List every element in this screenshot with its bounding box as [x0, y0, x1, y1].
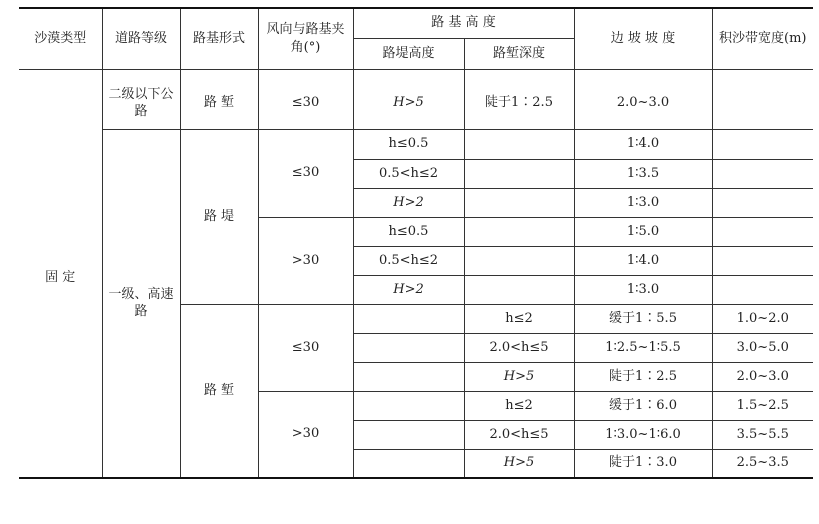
r1-belt — [712, 78, 813, 129]
angle-gt30-b: >30 — [258, 217, 353, 304]
cut-depth-12: H>5 — [464, 449, 574, 478]
embank-height-9 — [353, 362, 464, 391]
r1-embankment: H>5 — [353, 78, 464, 129]
slope-12: 陡于1∶3.0 — [574, 449, 712, 478]
belt-10: 1.5~2.5 — [712, 391, 813, 420]
grade-low: 二级以下公路 — [102, 78, 180, 129]
cut-depth-7: h≤2 — [464, 304, 574, 333]
embank-height-12 — [353, 449, 464, 478]
desert-type-fixed: 固 定 — [19, 78, 102, 478]
embank-height-2: 0.5<h≤2 — [353, 159, 464, 188]
form-cut: 路 堑 — [180, 78, 258, 129]
belt-9: 2.0~3.0 — [712, 362, 813, 391]
embank-height-8 — [353, 333, 464, 362]
angle-le30-b: ≤30 — [258, 129, 353, 217]
slope-9: 陡于1∶2.5 — [574, 362, 712, 391]
header-embankment-height: 路堤高度 — [353, 38, 464, 69]
belt-11: 3.5~5.5 — [712, 420, 813, 449]
slope-8: 1∶2.5~1∶5.5 — [574, 333, 712, 362]
slope-1: 1∶4.0 — [574, 129, 712, 159]
angle-le30-c: ≤30 — [258, 304, 353, 391]
embank-height-5: 0.5<h≤2 — [353, 246, 464, 275]
cut-depth-9: H>5 — [464, 362, 574, 391]
embank-height-1: h≤0.5 — [353, 129, 464, 159]
grade-high: 一级、高速路 — [102, 129, 180, 478]
r1-cutting: 陡于1∶2.5 — [464, 78, 574, 129]
header-wind-angle: 风向与路基夹角(°) — [258, 8, 353, 69]
slope-10: 缓于1∶6.0 — [574, 391, 712, 420]
embank-height-10 — [353, 391, 464, 420]
embank-height-11 — [353, 420, 464, 449]
angle-le30-a: ≤30 — [258, 78, 353, 129]
cut-depth-6 — [464, 275, 574, 304]
header-desert-type: 沙漠类型 — [19, 8, 102, 69]
cut-depth-11: 2.0<h≤5 — [464, 420, 574, 449]
slope-11: 1∶3.0~1∶6.0 — [574, 420, 712, 449]
header-subgrade-height: 路 基 高 度 — [353, 8, 574, 38]
slope-4: 1∶5.0 — [574, 217, 712, 246]
cut-depth-1 — [464, 129, 574, 159]
header-road-grade: 道路等级 — [102, 8, 180, 69]
slope-2: 1∶3.5 — [574, 159, 712, 188]
header-slope: 边 坡 坡 度 — [574, 8, 712, 69]
slope-3: 1∶3.0 — [574, 188, 712, 217]
slope-5: 1∶4.0 — [574, 246, 712, 275]
header-subgrade-form: 路基形式 — [180, 8, 258, 69]
r1-slope: 2.0~3.0 — [574, 78, 712, 129]
cut-depth-8: 2.0<h≤5 — [464, 333, 574, 362]
angle-gt30-c: >30 — [258, 391, 353, 478]
belt-12: 2.5~3.5 — [712, 449, 813, 478]
belt-7: 1.0~2.0 — [712, 304, 813, 333]
embank-height-6: H>2 — [353, 275, 464, 304]
cut-depth-5 — [464, 246, 574, 275]
header-sand-belt: 积沙带宽度(m) — [712, 8, 813, 69]
header-cutting-depth: 路堑深度 — [464, 38, 574, 69]
belt-8: 3.0~5.0 — [712, 333, 813, 362]
embank-height-7 — [353, 304, 464, 333]
cut-depth-10: h≤2 — [464, 391, 574, 420]
belt-2 — [712, 159, 813, 188]
belt-1 — [712, 129, 813, 159]
slope-7: 缓于1∶5.5 — [574, 304, 712, 333]
cut-depth-4 — [464, 217, 574, 246]
belt-3 — [712, 188, 813, 217]
embank-height-4: h≤0.5 — [353, 217, 464, 246]
form-embankment: 路 堤 — [180, 129, 258, 304]
slope-6: 1∶3.0 — [574, 275, 712, 304]
belt-4 — [712, 217, 813, 246]
slope-table — [19, 7, 813, 479]
belt-5 — [712, 246, 813, 275]
cut-depth-3 — [464, 188, 574, 217]
embank-height-3: H>2 — [353, 188, 464, 217]
form-cut-2: 路 堑 — [180, 304, 258, 478]
cut-depth-2 — [464, 159, 574, 188]
belt-6 — [712, 275, 813, 304]
